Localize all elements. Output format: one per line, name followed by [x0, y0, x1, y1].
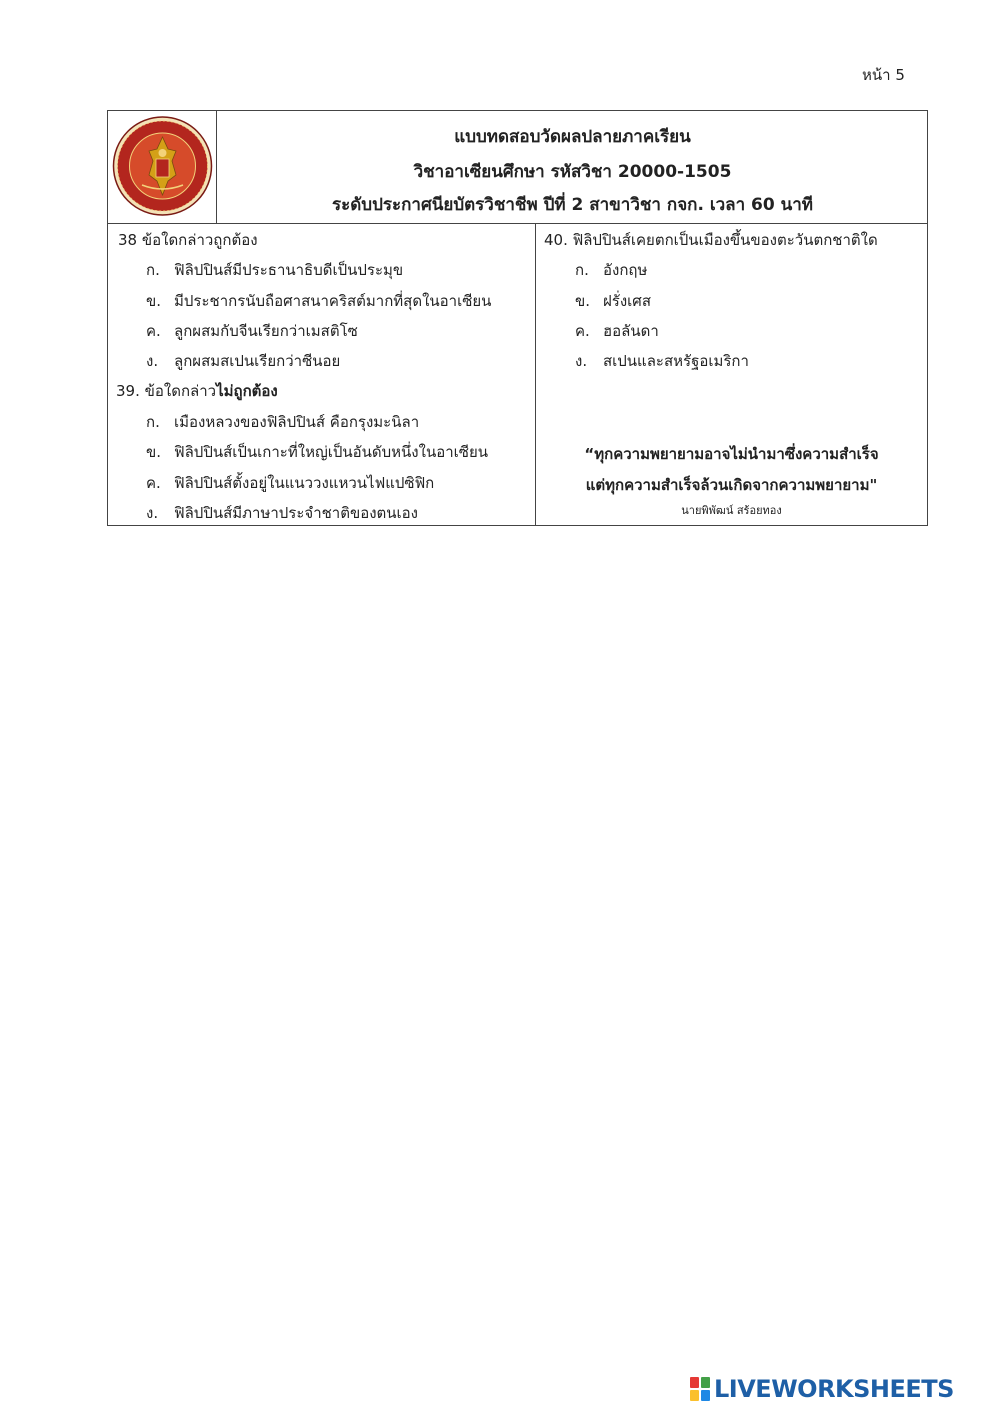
- logo-cell: [108, 111, 217, 223]
- question-39-option-c[interactable]: [146, 473, 434, 493]
- question-38-option-c[interactable]: [146, 321, 358, 341]
- question-39-option-a[interactable]: [146, 412, 419, 432]
- option-text: อังกฤษ: [603, 261, 648, 279]
- exam-level: ระดับประกาศนียบัตรวิชาชีพ ปีที่ 2 สาขาวิชา กจก. เวลา 60 นาที: [331, 195, 814, 215]
- option-letter: ข.: [146, 443, 162, 461]
- option-text: ฟิลิปปินส์มีภาษาประจำชาติของตนเอง: [174, 504, 419, 522]
- question-40-option-c[interactable]: [575, 321, 659, 341]
- question-40-option-a[interactable]: [575, 260, 647, 280]
- option-text: เมืองหลวงของฟิลิปปินส์ คือกรุงมะนิลา: [174, 413, 420, 431]
- option-letter: ข.: [575, 292, 591, 310]
- college-logo: [112, 115, 213, 217]
- quote-author: นายพิพัฒน์ สร้อยทอง: [681, 504, 782, 517]
- option-text: สเปนและสหรัฐอเมริกา: [603, 352, 749, 370]
- quote-line-2: แต่ทุกความสำเร็จล้วนเกิดจากความพยายาม": [585, 476, 878, 494]
- option-letter: ค.: [146, 322, 161, 340]
- option-letter: ก.: [575, 261, 589, 279]
- question-40-stem: 40. ฟิลิปปินส์เคยตกเป็นเมืองขึ้นของตะวันตกชาติใด: [544, 231, 878, 249]
- option-text: ฝรั่งเศส: [603, 292, 651, 310]
- option-text: ฟิลิปปินส์มีประธานาธิบดีเป็นประมุข: [174, 261, 404, 279]
- liveworksheets-icon: [690, 1377, 710, 1401]
- exam-header: [108, 111, 927, 224]
- option-letter: ก.: [146, 413, 160, 431]
- question-38-option-b[interactable]: [146, 291, 491, 311]
- liveworksheets-text: LIVEWORKSHEETS: [714, 1375, 954, 1403]
- question-39-stem: [116, 381, 278, 401]
- exam-header-text: [218, 111, 927, 223]
- questions-left-column: [108, 224, 536, 526]
- option-text: ฟิลิปปินส์เป็นเกาะที่ใหญ่เป็นอันดับหนึ่งในอาเซียน: [174, 443, 488, 461]
- exam-title: แบบทดสอบวัดผลปลายภาคเรียน: [454, 127, 691, 147]
- exam-table: [107, 110, 928, 526]
- option-letter: ข.: [146, 292, 162, 310]
- question-39-stem-prefix: 39. ข้อใดกล่าว: [116, 382, 217, 400]
- question-39-option-d[interactable]: [146, 503, 418, 523]
- question-39-option-b[interactable]: [146, 442, 488, 462]
- liveworksheets-watermark: [690, 1375, 990, 1405]
- question-38-option-d[interactable]: [146, 351, 340, 371]
- option-letter: ก.: [146, 261, 160, 279]
- exam-subject: วิชาอาเซียนศึกษา รหัสวิชา 20000-1505: [413, 162, 732, 182]
- question-38-option-a[interactable]: [146, 260, 403, 280]
- question-40-option-d[interactable]: [575, 351, 749, 371]
- option-letter: ง.: [146, 352, 159, 370]
- questions-right-column: [536, 224, 927, 526]
- question-38-stem: 38 ข้อใดกล่าวถูกต้อง: [118, 231, 258, 249]
- option-letter: ง.: [575, 352, 588, 370]
- option-text: ฮอลันดา: [603, 322, 659, 340]
- question-39-stem-emphasis: ไม่ถูกต้อง: [216, 382, 278, 400]
- option-text: ลูกผสมสเปนเรียกว่าซีนอย: [174, 352, 341, 370]
- question-40-option-b[interactable]: [575, 291, 651, 311]
- option-letter: ค.: [146, 474, 161, 492]
- option-text: ลูกผสมกับจีนเรียกว่าเมสติโซ: [174, 322, 358, 340]
- quote-line-1: “ทุกความพยายามอาจไม่นำมาซึ่งความสำเร็จ: [584, 445, 879, 463]
- option-text: ฟิลิปปินส์ตั้งอยู่ในแนววงแหวนไฟแปซิฟิก: [174, 474, 435, 492]
- option-letter: ค.: [575, 322, 590, 340]
- option-text: มีประชากรนับถือศาสนาคริสต์มากที่สุดในอาเซียน: [174, 292, 492, 310]
- page-number: หน้า 5: [862, 66, 905, 84]
- option-letter: ง.: [146, 504, 159, 522]
